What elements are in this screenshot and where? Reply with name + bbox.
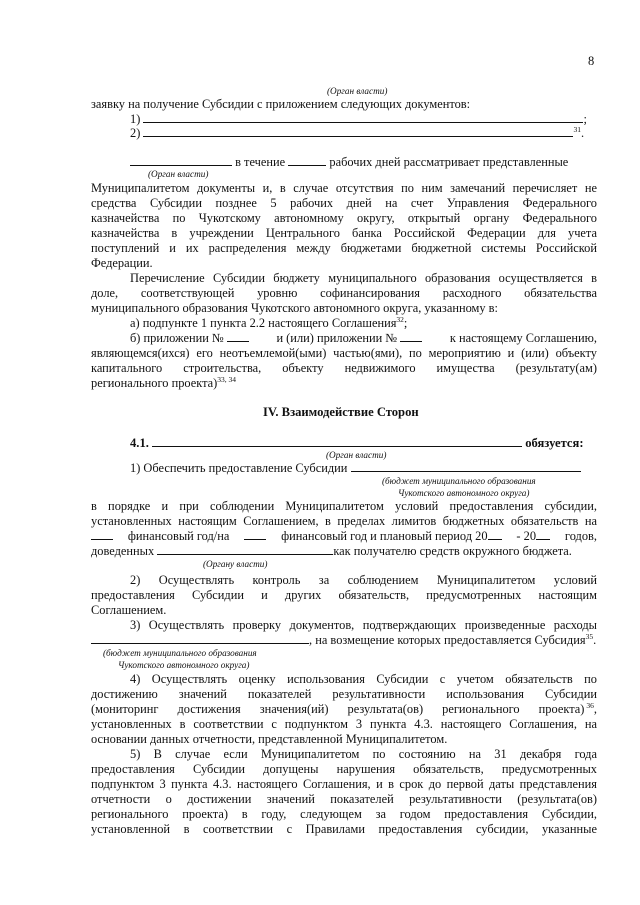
p1-line-4 bbox=[91, 544, 572, 559]
footnote-35: 35 bbox=[585, 631, 594, 641]
transfer-b-last bbox=[91, 376, 236, 391]
p1-range-text: - 20 bbox=[516, 529, 537, 543]
p4-text: установленных в соответствии с подпунктом 3 пункта 4.3. настоящего Соглашения, на bbox=[91, 717, 597, 731]
p4-text: достижению значений показателей результативности использования Субсидии bbox=[91, 687, 597, 701]
clause-caption: (Орган власти) bbox=[326, 450, 387, 460]
footnote-36: 36 bbox=[586, 700, 594, 710]
item-b-prefix: б) приложении № bbox=[130, 331, 224, 345]
year-blank-4 bbox=[536, 529, 550, 540]
review-line-1 bbox=[130, 155, 568, 170]
p4-footnote-wrap bbox=[586, 702, 597, 717]
transfer-item-b bbox=[130, 331, 597, 346]
p4-text: 4) Осуществлять оценку использования Субсидии с учетом обязательств по bbox=[130, 672, 597, 686]
transfer-text: доле, соответствующей уровню софинансирования расходного обязательства bbox=[91, 286, 597, 300]
p5-text: предоставления Субсидии допущены нарушения обязательств, предусмотренных bbox=[91, 762, 597, 776]
review-days: рабочих дней рассматривает представленные bbox=[329, 155, 569, 169]
transfer-text: муниципального образования Чукотского автономного округа, указанному в: bbox=[91, 301, 498, 315]
year-blank bbox=[91, 529, 113, 540]
item1-end: ; bbox=[583, 112, 587, 126]
review-caption: (Орган власти) bbox=[148, 169, 209, 179]
item-b-or: и (или) приложении № bbox=[276, 331, 398, 345]
intro-item-1 bbox=[130, 112, 587, 127]
p1-caption-2: Чукотского автономного округа) bbox=[398, 488, 530, 498]
item1-blank bbox=[143, 112, 583, 123]
year-blank-3 bbox=[488, 529, 502, 540]
p5-text: подпунктом 3 пункта 4.3. настоящего Соглашения, и в срок до первой даты представления bbox=[91, 777, 597, 791]
p5-text: установленной в соответствии с Правилами предоставления субсидии, указанные bbox=[91, 822, 597, 836]
intro-item-2 bbox=[130, 126, 584, 141]
appendix-no-blank-2 bbox=[400, 331, 422, 342]
p1-plan-text: финансовый год и плановый период 20 bbox=[281, 529, 488, 543]
intro-line: заявку на получение Субсидии с приложением следующих документов: bbox=[91, 97, 471, 111]
clause-number: 4.1. bbox=[130, 436, 149, 450]
p1-brought: доведенных bbox=[91, 544, 155, 558]
p1-years: годов, bbox=[564, 529, 597, 543]
footnote-33-34: 33, 34 bbox=[217, 374, 237, 384]
review-text: Федерации. bbox=[91, 256, 153, 270]
p5-text: 5) В случае если Муниципалитетом по состоянию на 31 декабря года bbox=[130, 747, 597, 761]
year-blank-2 bbox=[244, 529, 266, 540]
item-b-last-text: регионального проекта) bbox=[91, 376, 218, 390]
p4-monitoring: (мониторинг достижения значения(ий) результата(ов) регионального проекта) bbox=[91, 702, 585, 716]
section-title: IV. Взаимодействие Сторон bbox=[263, 405, 419, 419]
p1-text: установленных настоящим Соглашением, в пределах лимитов бюджетных обязательств на bbox=[91, 514, 597, 528]
transfer-b-text: капитального строительства, объекту недвижимого имущества (результату(ам) bbox=[91, 361, 597, 375]
p2-text: Соглашением. bbox=[91, 603, 167, 617]
p3-line-2 bbox=[91, 633, 596, 648]
item-a-end: ; bbox=[403, 316, 408, 330]
p1-text: в порядке и при соблюдении Муниципалитетом условий предоставления субсидии, bbox=[91, 499, 597, 513]
review-text: казначейства в учреждении Центрального банка Российской Федерации для учета bbox=[91, 226, 597, 240]
p1-line-1 bbox=[130, 461, 581, 476]
p5-text: регионального проекта) в году, следующем за годом предоставления Субсидии, bbox=[91, 807, 597, 821]
item2-blank bbox=[143, 126, 573, 137]
organ-blank-p1 bbox=[157, 544, 333, 555]
p3-end: . bbox=[593, 633, 597, 647]
p3-text: 3) Осуществлять проверку документов, подтверждающих произведенные расходы bbox=[130, 618, 597, 632]
review-within: в течение bbox=[235, 155, 286, 169]
review-text: средства Субсидии позднее 5 рабочих дней на счет Управления Федерального bbox=[91, 196, 597, 210]
p3-reimburse: , на возмещение которых предоставляется Субсидия bbox=[309, 633, 586, 647]
clause-obliges: обязуется: bbox=[525, 436, 584, 450]
p4-line-3 bbox=[91, 702, 597, 717]
p3-caption-1: (бюджет муниципального образования bbox=[103, 648, 257, 658]
transfer-item-a bbox=[130, 316, 407, 331]
organ-blank-4-1 bbox=[152, 436, 522, 447]
p1-plan bbox=[281, 529, 501, 544]
p1-caption-1: (бюджет муниципального образования bbox=[382, 476, 536, 486]
p3-caption-2: Чукотского автономного округа) bbox=[118, 660, 250, 670]
review-text: Муниципалитетом документы и, в случае отсутствия по ним замечаний перечисляет не bbox=[91, 181, 597, 195]
p1-fy: финансовый год/на bbox=[127, 529, 230, 543]
p5-text: отчетности о достижении значений показателей результативности (результата(ов) bbox=[91, 792, 597, 806]
footnote-31: 31 bbox=[573, 124, 581, 134]
p1-recipient: как получателю средств окружного бюджета. bbox=[333, 544, 572, 558]
clause-4-1 bbox=[130, 436, 584, 451]
item-b-start bbox=[130, 331, 249, 346]
p1-range bbox=[516, 529, 550, 544]
transfer-text: Перечисление Субсидии бюджету муниципального образования осуществляется в bbox=[130, 271, 597, 285]
footnote-32: 32 bbox=[396, 314, 404, 324]
top-caption: (Орган власти) bbox=[327, 86, 388, 96]
p2-text: предоставления Субсидии и других обязательств, предусмотренных настоящим bbox=[91, 588, 597, 602]
item2-number: 2) bbox=[130, 126, 141, 140]
page-number: 8 bbox=[588, 54, 595, 68]
review-text: казначейства по Чукотскому автономному округу, открытый органу Федерального bbox=[91, 211, 597, 225]
p2-text: 2) Осуществлять контроль за соблюдением Муниципалитетом условий bbox=[130, 573, 597, 587]
item2-end: . bbox=[580, 126, 585, 140]
item1-number: 1) bbox=[130, 112, 141, 126]
budget-blank bbox=[351, 461, 581, 472]
transfer-b-text: являющемся(ихся) его неотъемлемой(ыми) частью(ями), по мероприятию и (или) объекту bbox=[91, 346, 597, 360]
appendix-no-blank bbox=[227, 331, 249, 342]
p4-text: основании данных отчетности, представленной Муниципалитетом. bbox=[91, 732, 448, 746]
review-text: поступлений и их распределения между бюджетами бюджетной системы Российской bbox=[91, 241, 597, 255]
p1-start: 1) Обеспечить предоставление Субсидии bbox=[130, 461, 348, 475]
p4-comma: , bbox=[593, 702, 597, 716]
item-b-end: к настоящему Соглашению, bbox=[449, 331, 597, 345]
budget-blank-p3 bbox=[91, 633, 309, 644]
item-a-text: а) подпункте 1 пункта 2.2 настоящего Соглашения bbox=[130, 316, 397, 330]
p1-line-3 bbox=[91, 529, 597, 544]
item-b-mid bbox=[276, 331, 422, 346]
p1-caption-3: (Органу власти) bbox=[203, 559, 268, 569]
days-blank bbox=[288, 155, 326, 166]
organ-blank bbox=[130, 155, 232, 166]
